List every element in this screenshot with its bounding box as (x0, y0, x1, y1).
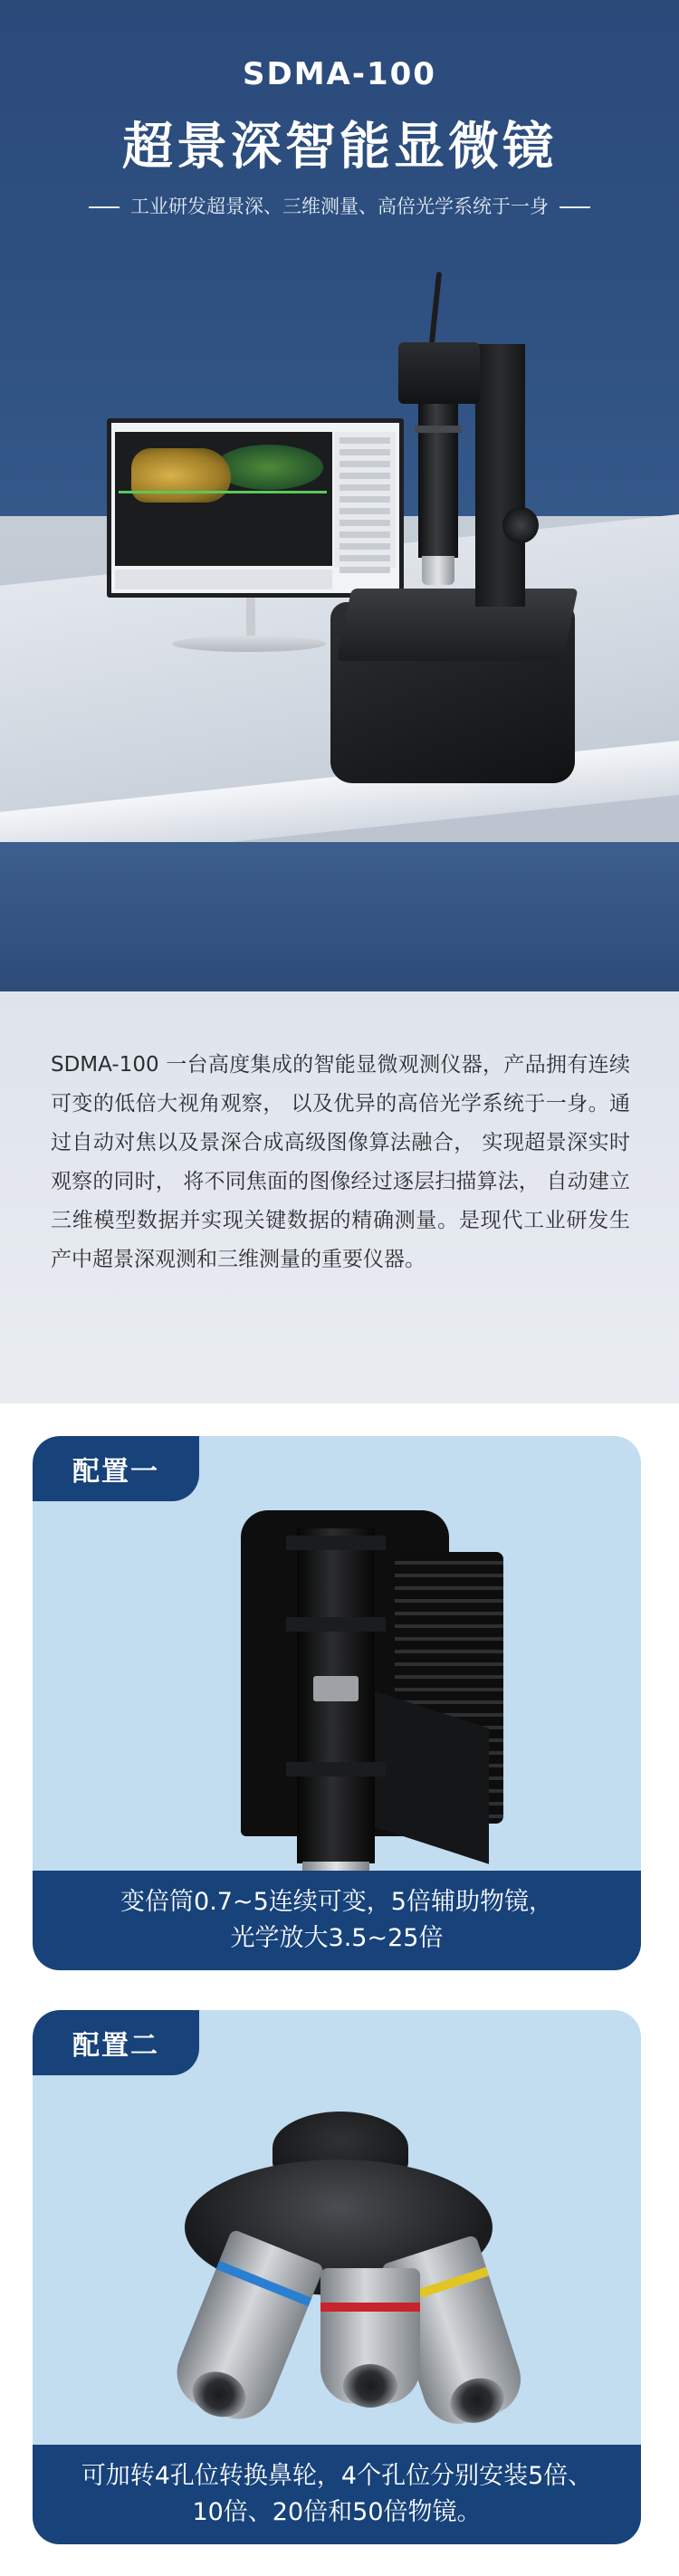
intro-paragraph: SDMA-100 一台高度集成的智能显微观测仪器，产品拥有连续可变的低倍大视角观察， 以及优异的高倍光学系统于一身。通过自动对焦以及景深合成高级图像算法融合， 实现超景深实时观察的同时， 将不同焦面的图像经过逐层扫描算法， 自动建立三维模型数据并实现关键数据的精确测量。是现代工业研发生产中超景深观测和三维测量的重要仪器。 (51, 1053, 630, 1271)
objective-lens-2 (320, 2268, 420, 2404)
caption-line: 变倍筒0.7~5连续可变，5倍辅助物镜， (120, 1888, 553, 1916)
subtitle-text: 工业研发超景深、三维测量、高倍光学系统于一身 (130, 196, 549, 217)
zoom-ring-low (286, 1762, 386, 1776)
objective-tip (445, 2371, 510, 2429)
microscope-objective (422, 556, 454, 585)
subtitle-dash-right (559, 206, 590, 208)
config-tag-2: 配置二 (33, 2010, 199, 2075)
config-card-1 (33, 1436, 641, 1970)
microscope-ring (415, 426, 462, 433)
config-section (0, 1403, 679, 2576)
config-caption-1 (33, 1871, 641, 1970)
objective-tip (186, 2364, 253, 2425)
monitor-image (107, 418, 404, 598)
product-subtitle (0, 192, 679, 219)
caption-line: 光学放大3.5~25倍 (230, 1924, 444, 1952)
microscope-stage (336, 589, 578, 661)
product-model: SDMA-100 (243, 56, 436, 92)
zoom-ring-mid (286, 1617, 386, 1632)
caption-line: 可加转4孔位转换鼻轮，4个孔位分别安装5倍、 (81, 2462, 593, 2490)
software-panel (334, 432, 396, 568)
focus-knob (502, 507, 539, 543)
microscope-cable (429, 272, 442, 344)
microscope-column (475, 344, 525, 607)
objective-lens-1 (166, 2228, 324, 2429)
sample-image-gold (131, 448, 231, 503)
config-card-2 (33, 2010, 641, 2544)
caption-line: 10倍、20倍和50倍物镜。 (192, 2498, 482, 2526)
zoom-scale-window (313, 1676, 359, 1701)
objective-color-band (216, 2261, 312, 2306)
software-toolbar (115, 570, 332, 589)
intro-section (0, 991, 679, 1403)
config-tag-1: 配置一 (33, 1436, 199, 1501)
objective-color-band (320, 2303, 420, 2312)
monitor-screen (115, 432, 332, 566)
product-title: 超景深智能显微镜 (122, 118, 557, 177)
stage-base (0, 842, 679, 991)
hero-banner (0, 0, 679, 991)
config-caption-2 (33, 2445, 641, 2544)
zoom-ring-top (286, 1536, 386, 1550)
monitor-base (172, 636, 326, 652)
subtitle-dash-left (89, 206, 120, 208)
objective-tip (343, 2364, 397, 2408)
microscope-camera (398, 342, 480, 404)
sample-image-green (215, 445, 323, 490)
scan-line (119, 491, 327, 493)
